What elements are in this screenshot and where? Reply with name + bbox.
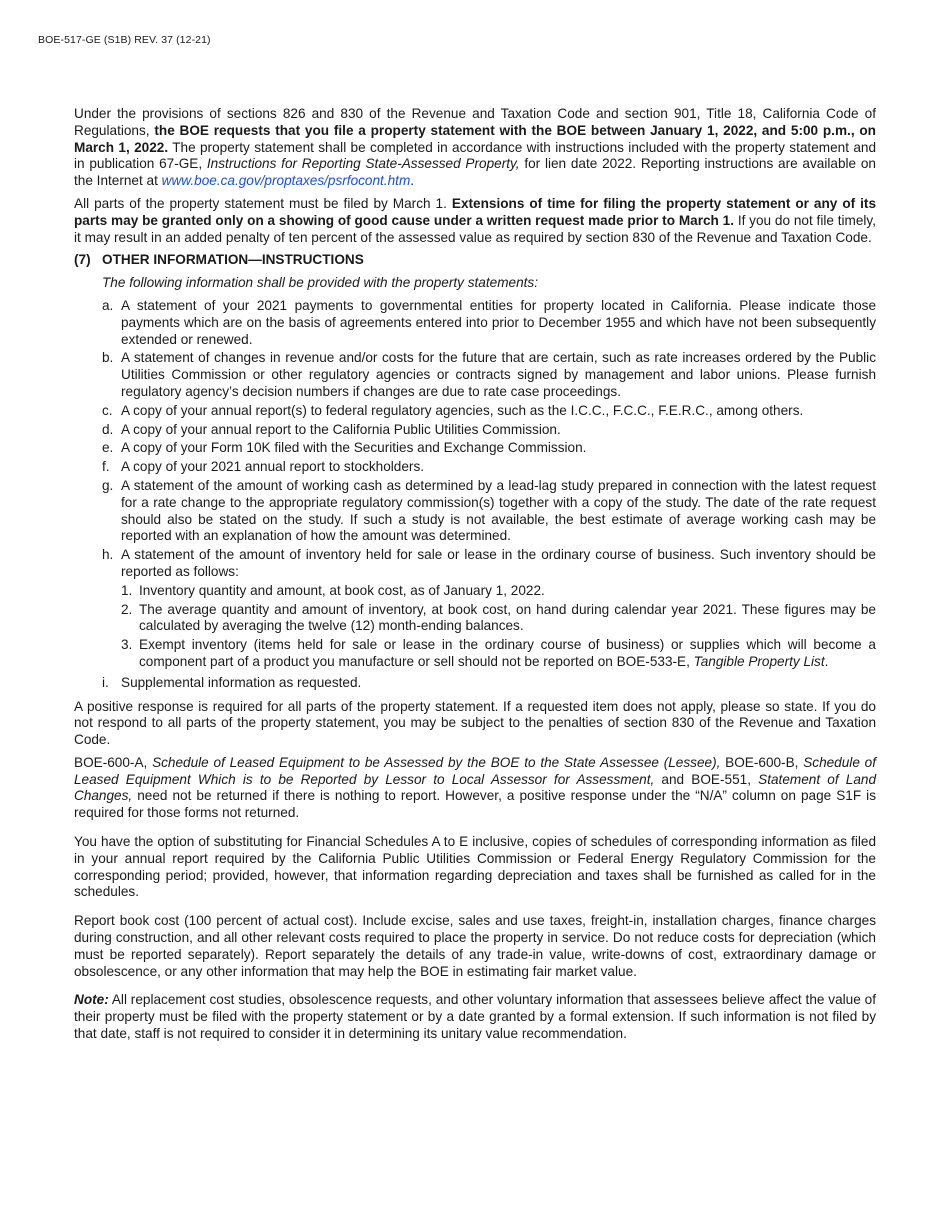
note-label: Note: — [74, 992, 109, 1008]
text: Under the provisions of sections 826 and 830 of the Revenue and Taxation Code and section 901, Title 18, California Code of Regulations, — [74, 106, 876, 138]
text: BOE-600-B, — [720, 754, 804, 770]
sublist-marker: 2. — [121, 601, 133, 617]
sublist-marker: 3. — [121, 637, 133, 653]
text: BOE-600-A, — [74, 754, 153, 770]
list-marker: c. — [102, 402, 113, 418]
financial-schedules-paragraph: You have the option of substituting for Financial Schedules A to E inclusive, copies of schedules of corresponding information as filed in your annual report required by the California Public Utilities Commission or Federal Energy Regulatory Commission for the corresponding period; provided, however, that information regarding depreciation and taxes shall be furnished as called for in the schedules. — [74, 834, 876, 900]
section-number: (7) — [74, 252, 91, 268]
list-item-text: A copy of your 2021 annual report to stockholders. — [121, 459, 425, 475]
book-cost-paragraph: Report book cost (100 percent of actual cost). Include excise, sales and use taxes, freight-in, installation charges, finance charges during construction, and all other relevant costs required to place the property in service. Do not reduce costs for depreciation (which must be reported separately). Report separately the details of any trade-in value, write-downs of cost, extraordinary damage or obsolescence, or any other information that may help the BOE in estimating fair market value. — [74, 913, 876, 979]
italic-text: Schedule of Leased Equipment Which is to be Reported by Lessor to Local Assessor for Assessment, — [74, 754, 876, 787]
list-item — [74, 547, 876, 673]
list-marker: f. — [102, 459, 110, 475]
intro-paragraph — [74, 106, 876, 190]
note-text: All replacement cost studies, obsolescence requests, and other voluntary information that assessees believe affect the value of their property must be filed with the property statement or by a date granted by a formal extension. If such information is not filed by that date, staff is not required to consider it in determining its unitary value recommendation. — [74, 992, 876, 1042]
list-marker: b. — [102, 350, 114, 366]
list-item — [74, 478, 876, 545]
text: The property statement shall be completed in accordance with instructions included with the property statement and in publication 67-GE, — [74, 139, 877, 172]
text: . — [824, 653, 829, 669]
list-item — [74, 422, 876, 439]
list-item — [74, 298, 876, 348]
italic-text: Tangible Property List — [693, 653, 825, 669]
list-item — [74, 350, 876, 400]
list-item-text: A statement of your 2021 payments to governmental entities for property located in California. Please indicate those payments which are on the basis of agreements entered into prior to December 1955 and which have not been subsequently extended or renewed. — [121, 297, 876, 347]
text: If you do not file timely, it may result in an added penalty of ten percent of the assessed value as required by section 830 of the Revenue and Taxation Code. — [74, 212, 876, 245]
sublist-item-text — [139, 637, 876, 671]
sublist-item — [121, 583, 876, 600]
list-marker: d. — [102, 421, 114, 437]
document-body — [74, 106, 876, 1049]
list-item — [74, 440, 876, 457]
deadline-paragraph — [74, 196, 876, 246]
bold-text: the BOE requests that you file a property statement with the BOE between January 1, 2022, and 5:00 p.m., on March 1, 2022. — [74, 122, 876, 155]
note-paragraph — [74, 992, 876, 1042]
list-item — [74, 403, 876, 420]
sublist-item-text: Inventory quantity and amount, at book cost, as of January 1, 2022. — [139, 582, 545, 598]
list-item-text: A statement of changes in revenue and/or costs for the future that are certain, such as rate increases ordered by the Public Utilities Commission or other regulatory agencies or contracts signed by management and labor unions. Please furnish regulatory agency’s decision numbers if changes are due to rate case proceedings. — [121, 350, 876, 399]
text: Exempt inventory (items held for sale or lease in the ordinary course of business) or supplies which will become a component part of a product you manufacture or sell should not be reported on BOE-533-E, — [139, 637, 876, 669]
form-id: BOE-517-GE (S1B) REV. 37 (12-21) — [38, 34, 211, 46]
italic-text: Instructions for Reporting State-Assessed Property, — [206, 156, 520, 172]
list-marker: e. — [102, 440, 114, 456]
boe-website-link[interactable]: www.boe.ca.gov/proptaxes/psrfocont.htm — [161, 173, 411, 189]
sublist-item — [121, 637, 876, 671]
list-item-text: A copy of your annual report(s) to federal regulatory agencies, such as the I.C.C., F.C.C., F.E.R.C., among others. — [121, 402, 804, 418]
sublist-marker: 1. — [121, 582, 133, 598]
list-marker: h. — [102, 547, 114, 563]
leased-equipment-paragraph — [74, 755, 876, 822]
text: All parts of the property statement must be filed by March 1. — [74, 195, 452, 211]
list-item-text: A copy of your annual report to the California Public Utilities Commission. — [121, 421, 561, 437]
text: . — [410, 173, 415, 189]
list-marker: g. — [102, 477, 114, 493]
text: for lien date 2022. Reporting instructions are available on the Internet at — [74, 156, 876, 189]
list-item-text: A statement of the amount of inventory held for sale or lease in the ordinary course of business. Such inventory should be reported as follows: — [121, 547, 876, 579]
italic-text: Statement of Land Changes, — [74, 771, 877, 804]
section-title: OTHER INFORMATION—INSTRUCTIONS — [102, 252, 364, 268]
positive-response-paragraph: A positive response is required for all parts of the property statement. If a requested item does not apply, please so state. If you do not respond to all parts of the property statement, you may be subject to the penalties of section 830 of the Revenue and Taxation Code. — [74, 698, 876, 748]
inventory-sublist — [121, 583, 876, 671]
instructions-list — [74, 298, 876, 692]
list-item-text: A copy of your Form 10K filed with the Securities and Exchange Commission. — [121, 440, 587, 456]
sublist-item — [121, 602, 876, 636]
list-item-text: Supplemental information as requested. — [121, 674, 362, 690]
list-item-text: A statement of the amount of working cash as determined by a lead-lag study prepared in connection with the latest request for a rate change to the appropriate regulatory commission(s) together with a copy of the study. The date of the rate request should also be stated on the study. If such a study is not available, the best estimate of average working cash may be reported with an explanation of how the amount was determined. — [121, 477, 876, 544]
bold-text: Extensions of time for filing the property statement or any of its parts may be granted only on a showing of good cause under a written request made prior to March 1. — [74, 195, 877, 228]
section-intro: The following information shall be provided with the property statements: — [102, 275, 538, 291]
list-marker: i. — [102, 674, 109, 690]
text: need not be returned if there is nothing to report. However, a positive response under the “N/A” column on page S1F is required for those forms not returned. — [74, 788, 876, 821]
list-item — [74, 459, 876, 476]
sublist-item-text: The average quantity and amount of inventory, at book cost, on hand during calendar year 2021. These figures may be calculated by averaging the twelve (12) month-ending balances. — [139, 601, 876, 634]
text: and BOE-551, — [654, 771, 759, 787]
list-item — [74, 675, 876, 692]
italic-text: Schedule of Leased Equipment to be Assessed by the BOE to the State Assessee (Lessee), — [152, 754, 721, 770]
section-heading — [74, 252, 876, 269]
list-marker: a. — [102, 297, 114, 313]
